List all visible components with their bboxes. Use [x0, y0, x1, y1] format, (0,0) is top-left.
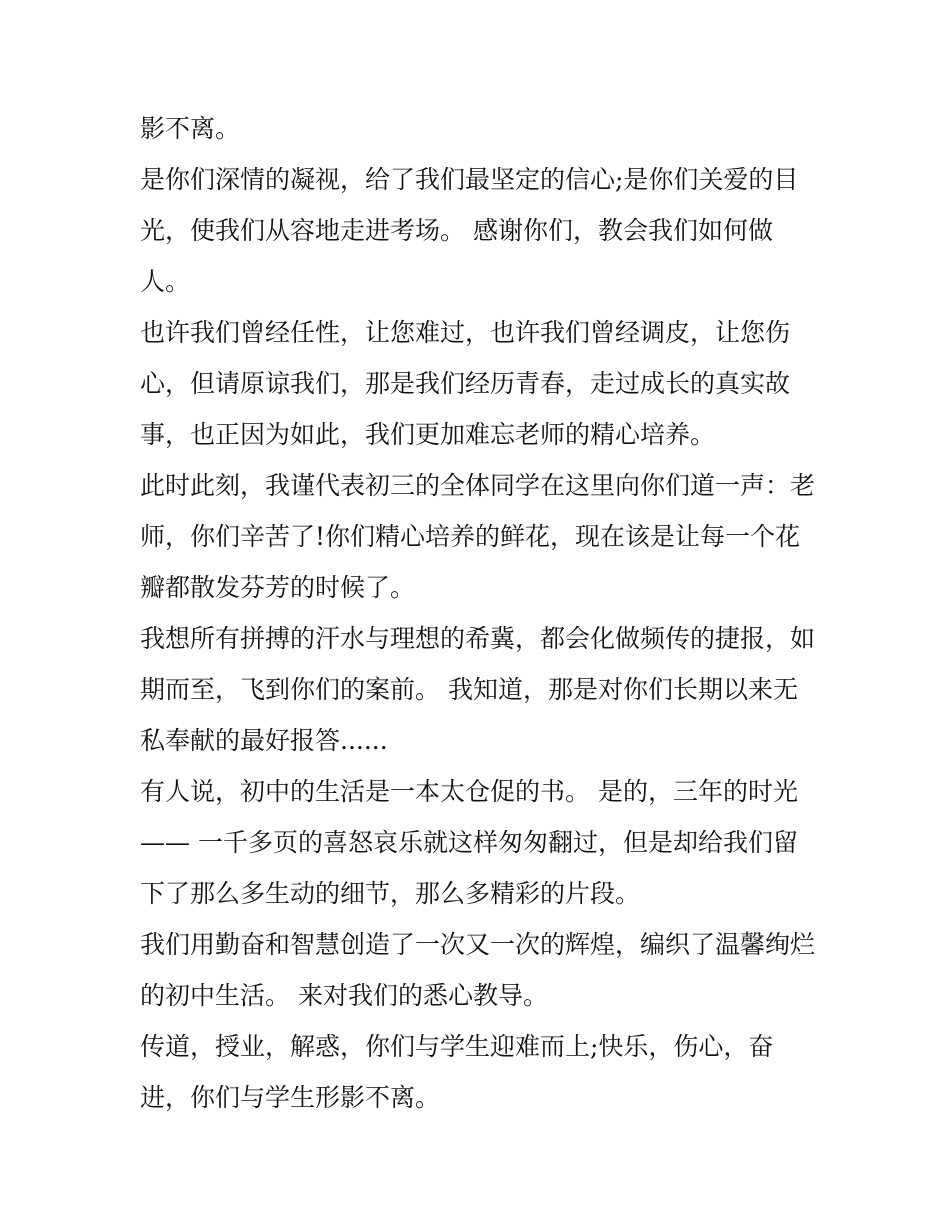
text-line: 事，也正因为如此，我们更加难忘老师的精心培养。	[140, 420, 716, 449]
text-line: 进，你们与学生形影不离。	[140, 1083, 441, 1112]
text-line: 光，使我们从容地走进考场。 感谢你们，教会我们如何做	[140, 216, 773, 245]
text-line: 期而至，飞到你们的案前。 我知道，那是对你们长期以来无	[140, 675, 798, 704]
text-line: 的初中生活。 来对我们的悉心教导。	[140, 981, 548, 1010]
text-line: 有人说，初中的生活是一本太仓促的书。 是的，三年的时光	[140, 777, 798, 806]
text-line: 我想所有拼搏的汗水与理想的希冀，都会化做频传的捷报，如	[140, 624, 816, 653]
text-line: 是你们深情的凝视，给了我们最坚定的信心;是你们关爱的目	[140, 165, 799, 194]
text-line: 人。	[140, 267, 191, 296]
text-line: —— 一千多页的喜怒哀乐就这样匆匆翻过，但是却给我们留	[140, 828, 798, 857]
text-line: 下了那么多生动的细节，那么多精彩的片段。	[140, 879, 641, 908]
text-line: 传道，授业，解惑，你们与学生迎难而上;快乐，伤心，奋	[140, 1032, 774, 1061]
text-line: 我们用勤奋和智慧创造了一次又一次的辉煌，编织了温馨绚烂	[140, 930, 816, 959]
text-line: 瓣都散发芬芳的时候了。	[140, 573, 416, 602]
text-line: 影不离。	[140, 114, 241, 143]
text-line: 私奉献的最好报答......	[140, 726, 388, 755]
text-line: 此时此刻，我谨代表初三的全体同学在这里向你们道一声：老	[140, 471, 816, 500]
text-line: 心，但请原谅我们，那是我们经历青春，走过成长的真实故	[140, 369, 791, 398]
text-line: 也许我们曾经任性，让您难过，也许我们曾经调皮，让您伤	[140, 318, 791, 347]
text-line: 师，你们辛苦了!你们精心培养的鲜花，现在该是让每一个花	[140, 522, 801, 551]
